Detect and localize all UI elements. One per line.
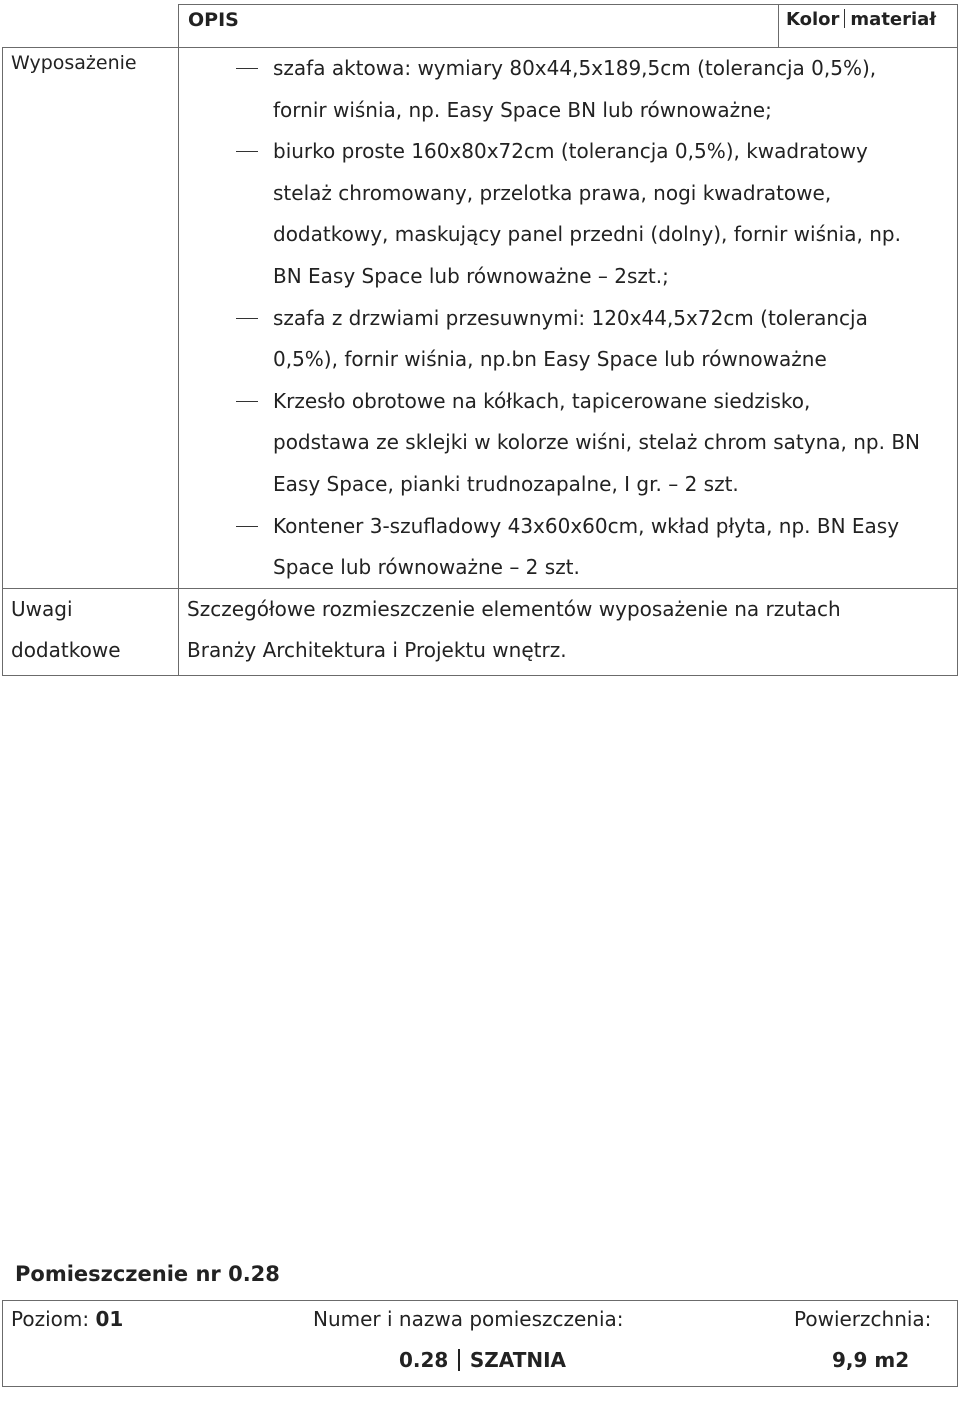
dash-bullet-icon	[236, 68, 258, 69]
value-divider	[458, 1349, 460, 1371]
powierzchnia-value: 9,9 m2	[832, 1348, 910, 1372]
item-line: Easy Space, pianki trudnozapalne, I gr. – 2 szt.	[273, 471, 739, 496]
dash-bullet-icon	[236, 318, 258, 319]
item-line: biurko proste 160x80x72cm (tolerancja 0,5%), kwadratowy	[273, 139, 868, 164]
item-line: Space lub równoważne – 2 szt.	[273, 555, 580, 580]
item-line: fornir wiśnia, np. Easy Space BN lub równoważne;	[273, 97, 772, 122]
item-line: szafa z drzwiami przesuwnymi: 120x44,5x72cm (tolerancja	[273, 305, 868, 330]
header-divider	[844, 9, 845, 28]
room-heading: Pomieszczenie nr 0.28	[15, 1262, 280, 1286]
item-line: stelaż chromowany, przelotka prawa, nogi kwadratowe,	[273, 180, 832, 205]
dash-bullet-icon	[236, 151, 258, 152]
row-label-uwagi	[11, 589, 121, 671]
list-item	[178, 298, 956, 381]
notes-line: Szczegółowe rozmieszczenie elementów wyposażenie na rzutach	[187, 597, 841, 621]
row-notes-text	[187, 589, 841, 671]
notes-line: Branży Architektura i Projektu wnętrz.	[187, 638, 567, 662]
header-kolor: Kolor	[786, 9, 840, 30]
row-label-line: Uwagi	[11, 597, 73, 621]
header-kolor-material	[786, 9, 936, 30]
numer-value-cell	[399, 1348, 566, 1372]
equipment-list	[178, 48, 956, 589]
list-item	[178, 381, 956, 506]
list-item	[178, 506, 956, 589]
row-label-line: dodatkowe	[11, 638, 121, 662]
numer-label: Numer i nazwa pomieszczenia:	[313, 1307, 624, 1331]
poziom-cell	[11, 1307, 123, 1331]
powierzchnia-label: Powierzchnia:	[794, 1307, 932, 1331]
item-line: Krzesło obrotowe na kółkach, tapicerowane siedzisko,	[273, 388, 811, 413]
list-item	[178, 48, 956, 131]
item-line: podstawa ze sklejki w kolorze wiśni, stelaż chrom satyna, np. BN	[273, 430, 921, 455]
poziom-value: 01	[95, 1307, 124, 1331]
item-line: 0,5%), fornir wiśnia, np.bn Easy Space lub równoważne	[273, 347, 827, 372]
item-line: dodatkowy, maskujący panel przedni (dolny), fornir wiśnia, np.	[273, 222, 901, 247]
room-number: 0.28	[399, 1348, 449, 1372]
dash-bullet-icon	[236, 526, 258, 527]
dash-bullet-icon	[236, 401, 258, 402]
list-item	[178, 131, 956, 297]
poziom-label: Poziom:	[11, 1307, 90, 1331]
item-line: szafa aktowa: wymiary 80x44,5x189,5cm (tolerancja 0,5%),	[273, 56, 877, 80]
row-label-wyposazenie: Wyposażenie	[11, 52, 137, 74]
room-name: SZATNIA	[469, 1348, 566, 1372]
item-line: BN Easy Space lub równoważne – 2szt.;	[273, 263, 669, 288]
item-line: Kontener 3-szufladowy 43x60x60cm, wkład płyta, np. BN Easy	[273, 513, 900, 538]
header-material: materiał	[850, 9, 937, 30]
header-opis: OPIS	[188, 9, 239, 31]
